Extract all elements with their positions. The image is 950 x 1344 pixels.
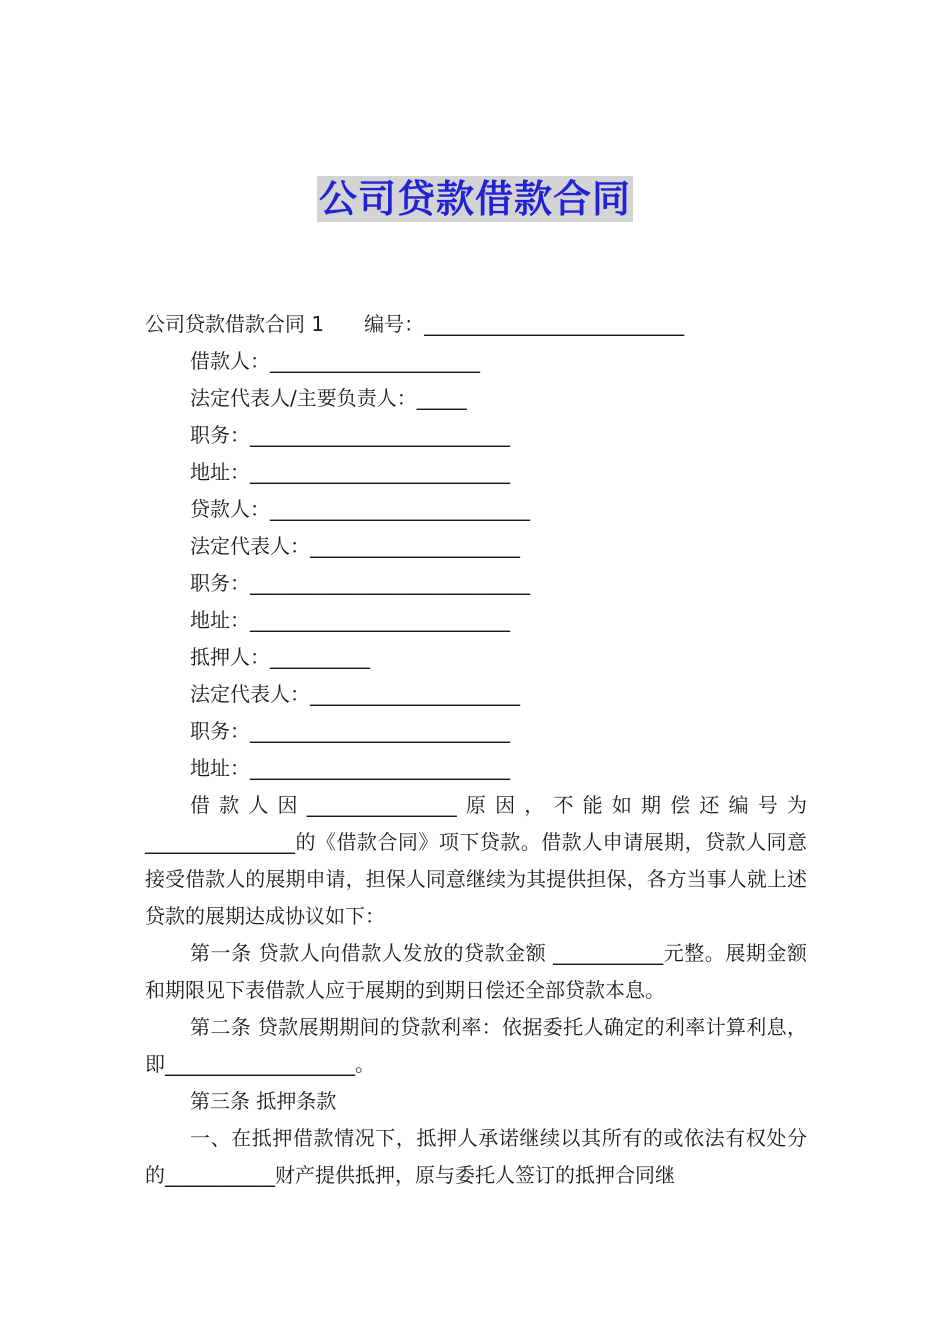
field-line	[145, 454, 807, 491]
field-blank: __________________________	[250, 423, 510, 447]
field-blank: _____________________	[310, 534, 520, 558]
field-line	[145, 528, 807, 565]
field-blank: _____	[416, 386, 467, 410]
field-blank: __________	[270, 645, 370, 669]
field-line	[145, 380, 807, 417]
field-blank: _____________________	[310, 682, 520, 706]
title-block	[0, 176, 950, 222]
paragraph-preamble: 借款人因_______________原因，不能如期偿还编号为_______________的《借款合同》项下贷款。借款人申请展期，贷款人同意接受借款人的展期申请，担保人同意继续为其提供担保，各方当事人就上述贷款的展期达成协议如下：	[145, 793, 807, 928]
field-line	[145, 750, 807, 787]
field-label: 地址：	[190, 460, 250, 484]
field-label: 贷款人：	[190, 497, 270, 521]
field-line	[145, 491, 807, 528]
field-blank: __________________________	[250, 756, 510, 780]
field-blank: __________________________	[250, 608, 510, 632]
field-label: 法定代表人：	[190, 682, 310, 706]
field-line	[145, 343, 807, 380]
document-title: 公司贷款借款合同	[318, 177, 631, 221]
contract-ref: 公司贷款借款合同 1	[145, 312, 325, 336]
document-body	[145, 306, 807, 1194]
number-label: 编号：	[364, 312, 425, 336]
field-blank: ____________________________	[250, 571, 530, 595]
field-label: 职务：	[190, 423, 250, 447]
paragraph-article-1: 第一条 贷款人向借款人发放的贷款金额 ___________元整。展期金额和期限见下表借款人应于展期的到期日偿还全部贷款本息。	[145, 941, 807, 1002]
field-line	[145, 417, 807, 454]
field-label: 法定代表人/主要负责人：	[190, 386, 417, 410]
field-blank: __________________________	[250, 719, 510, 743]
field-label: 地址：	[190, 756, 250, 780]
field-label: 法定代表人：	[190, 534, 310, 558]
field-blank: __________________________	[250, 460, 510, 484]
number-blank: __________________________	[424, 312, 685, 336]
header-line	[145, 306, 807, 343]
field-label: 地址：	[190, 608, 250, 632]
field-line	[145, 565, 807, 602]
paragraph-article-2: 第二条 贷款展期期间的贷款利率：依据委托人确定的利率计算利息，即___________________。	[145, 1015, 807, 1076]
field-label: 借款人：	[190, 349, 270, 373]
paragraph-article-3-heading: 第三条 抵押条款	[190, 1089, 337, 1113]
field-blank: _____________________	[270, 349, 480, 373]
field-label: 抵押人：	[190, 645, 270, 669]
field-line	[145, 676, 807, 713]
field-line	[145, 602, 807, 639]
field-label: 职务：	[190, 719, 250, 743]
field-blank: __________________________	[270, 497, 530, 521]
paragraph-article-3-clause-1: 一、在抵押借款情况下，抵押人承诺继续以其所有的或依法有权处分的___________财产提供抵押，原与委托人签订的抵押合同继	[145, 1126, 807, 1187]
field-line	[145, 639, 807, 676]
field-label: 职务：	[190, 571, 250, 595]
field-line	[145, 713, 807, 750]
